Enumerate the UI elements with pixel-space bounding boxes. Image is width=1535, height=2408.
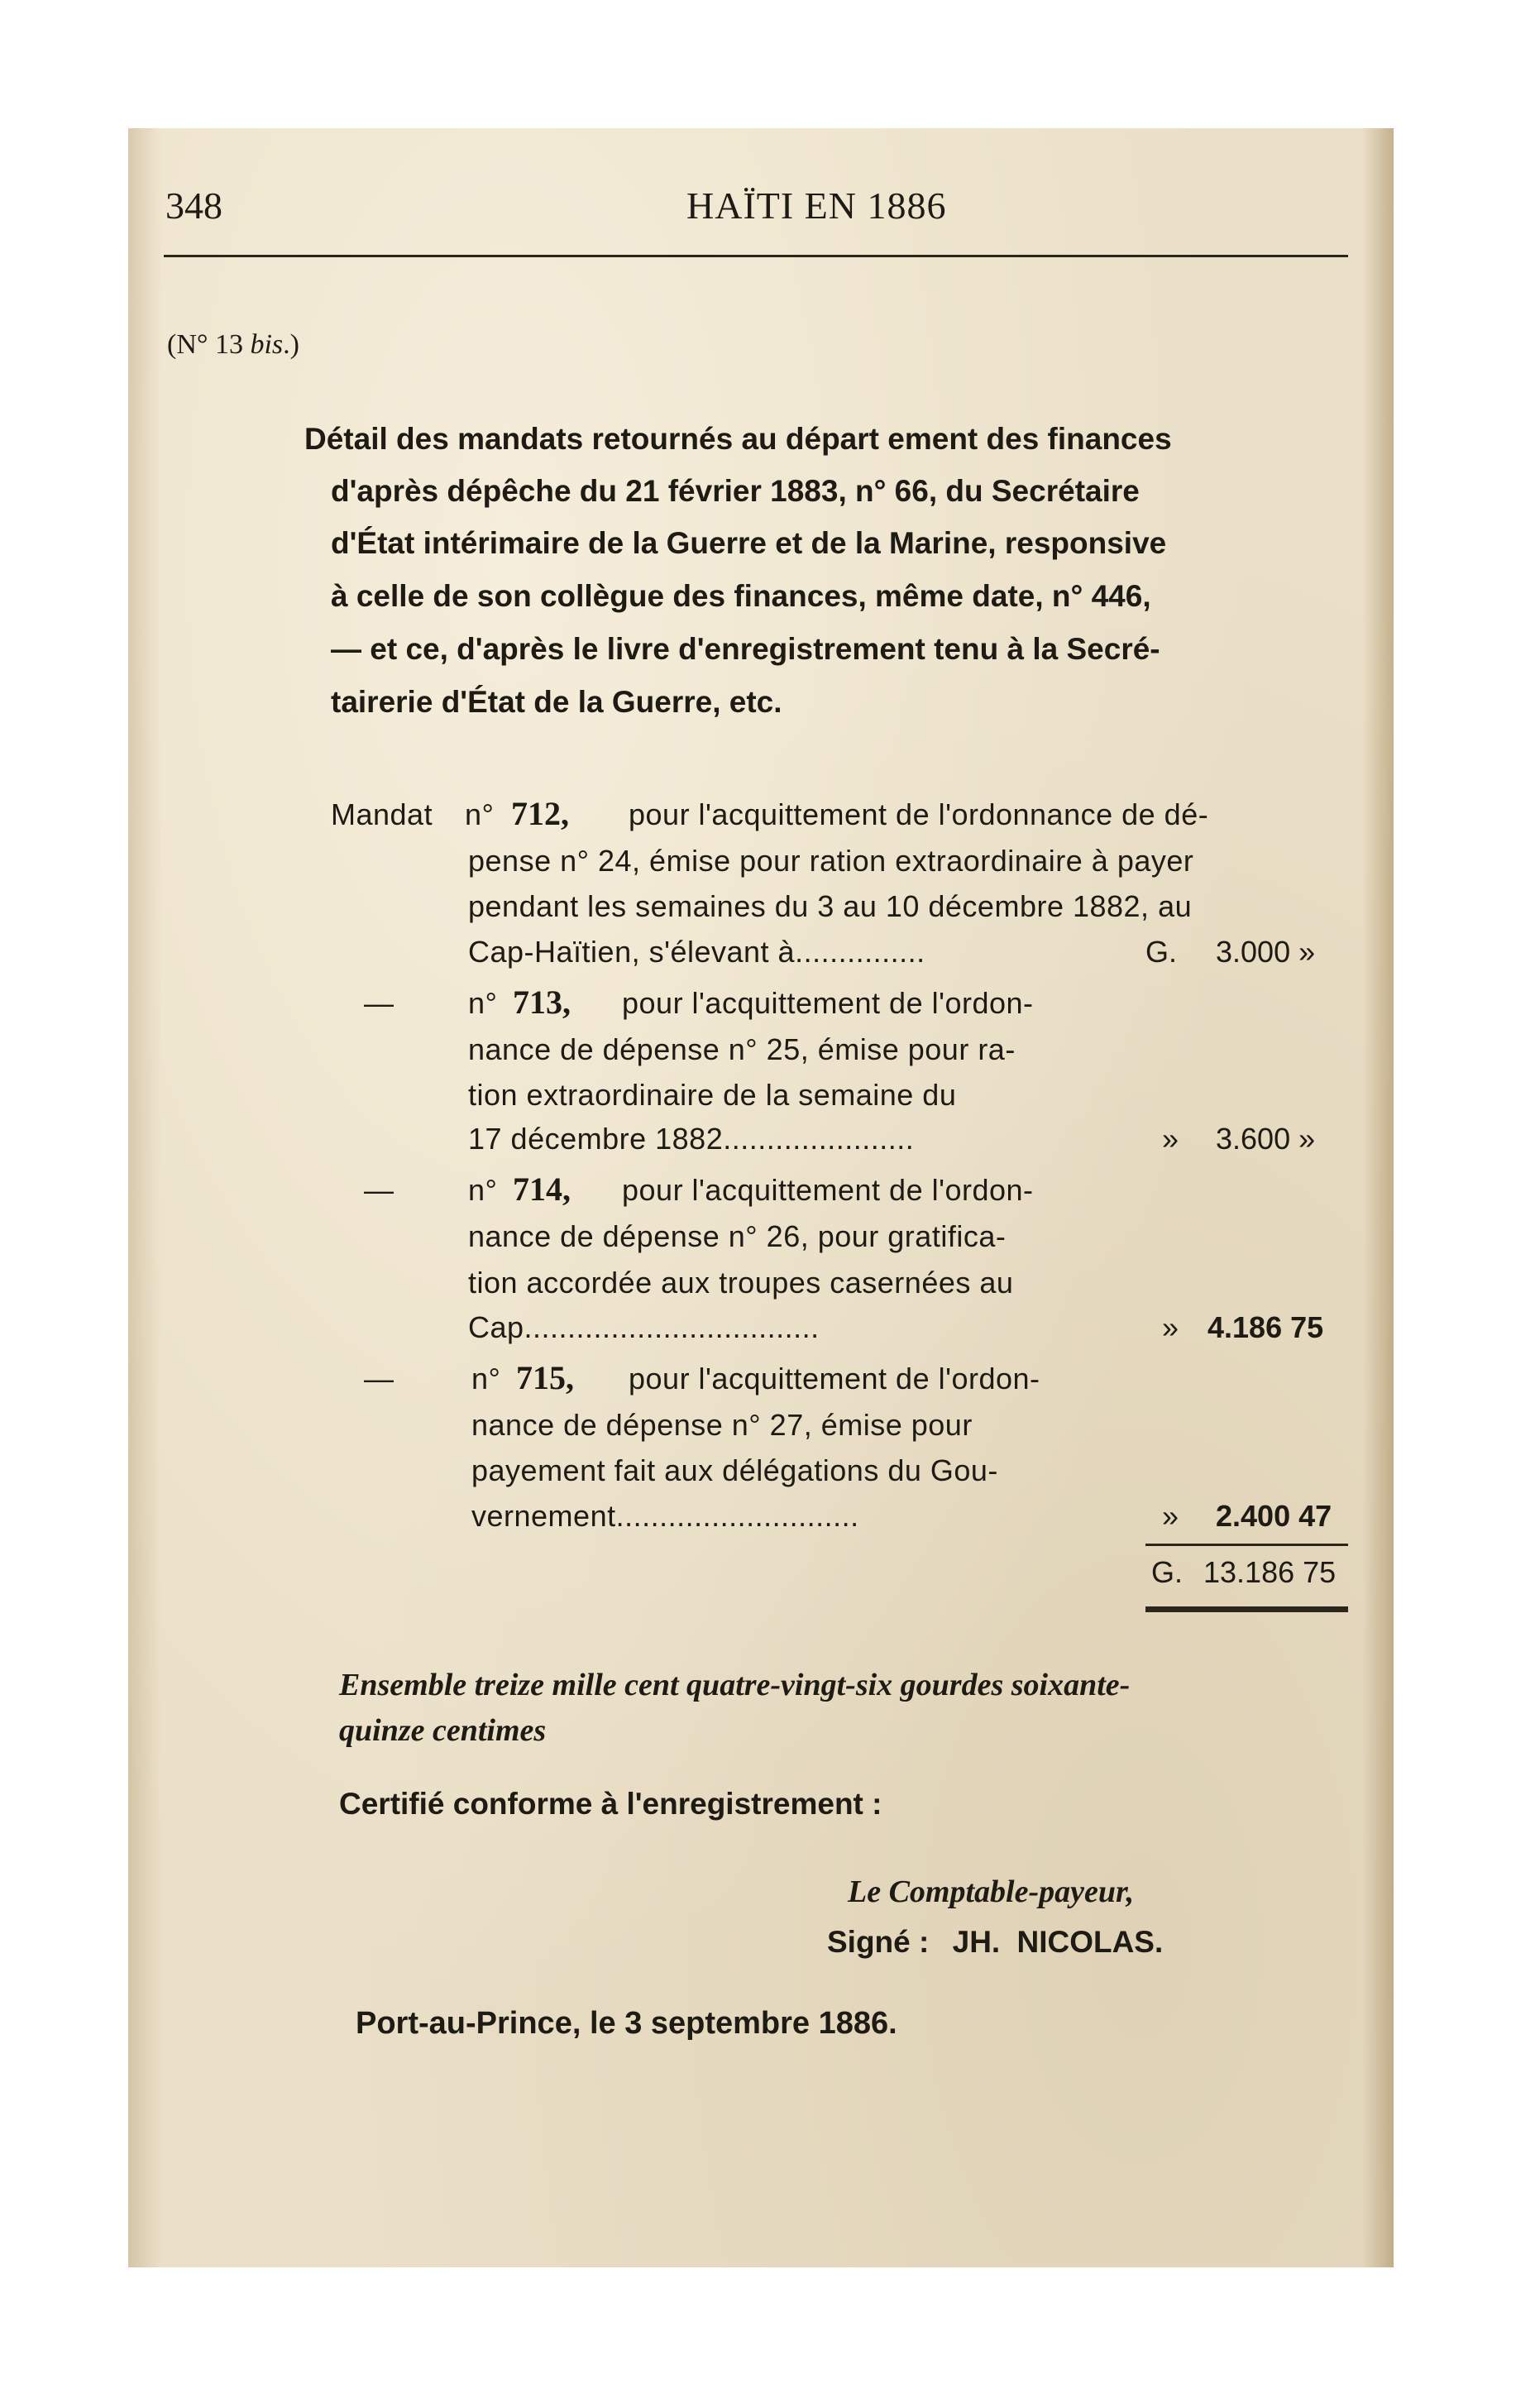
mandat-text-line: 17 décembre 1882...................... xyxy=(468,1122,915,1156)
mandat-number: 715, xyxy=(516,1359,574,1396)
mandat-number-label: n° xyxy=(465,797,495,831)
mandat-number: 714, xyxy=(513,1170,571,1208)
intro-line: d'État intérimaire de la Guerre et de la Marine, responsive xyxy=(331,526,1167,560)
mandat-text-line: tion extraordinaire de la semaine du xyxy=(468,1078,957,1112)
mandat-text-line: Cap.................................. xyxy=(468,1310,820,1344)
page-left-shade xyxy=(128,128,161,2267)
total-amount: 13.186 75 xyxy=(1203,1555,1337,1589)
mandat-text-line: pour l'acquittement de l'ordon- xyxy=(622,986,1034,1020)
mandat-text-line: pour l'acquittement de l'ordonnance de dé- xyxy=(629,797,1209,831)
mandat-text-line: pendant les semaines du 3 au 10 décembre 1882, au xyxy=(468,889,1193,923)
mandat-number: 712, xyxy=(511,795,569,832)
mandat-text-line: vernement............................ xyxy=(471,1499,859,1533)
mandat-text-line: pour l'acquittement de l'ordon- xyxy=(629,1362,1040,1395)
total-double-rule xyxy=(1145,1606,1348,1612)
total-currency: G. xyxy=(1151,1555,1184,1589)
mandat-amount: 2.400 47 xyxy=(1216,1499,1332,1533)
ensemble-line: quinze centimes xyxy=(339,1713,547,1748)
mandat-number-label: n° xyxy=(468,1173,498,1207)
certification: Certifié conforme à l'enregistrement : xyxy=(339,1787,882,1821)
signature-line xyxy=(827,1925,1163,1960)
mandat-number: 713, xyxy=(513,984,571,1021)
mandat-text-line: pense n° 24, émise pour ration extraordinaire à payer xyxy=(468,844,1194,878)
signed-prefix: Signé : xyxy=(827,1925,930,1959)
mandat-text-line: nance de dépense n° 27, émise pour xyxy=(471,1408,973,1442)
mandat-prefix: — xyxy=(364,986,394,1020)
mandat-text-line: pour l'acquittement de l'ordon- xyxy=(622,1173,1034,1207)
intro-line: — et ce, d'après le livre d'enregistrement tenu à la Secré- xyxy=(331,632,1160,666)
mandat-number-label: n° xyxy=(468,986,498,1020)
note-ref-bis: bis xyxy=(250,329,284,360)
mandat-text-line: nance de dépense n° 25, émise pour ra- xyxy=(468,1032,1016,1066)
mandat-text-line: Cap-Haïtien, s'élevant à............... xyxy=(468,935,925,969)
running-head: HAÏTI EN 1886 xyxy=(686,184,947,227)
page-number: 348 xyxy=(165,184,222,227)
intro-line: d'après dépêche du 21 février 1883, n° 66, du Secrétaire xyxy=(331,474,1140,508)
place-date: Port-au-Prince, le 3 septembre 1886. xyxy=(356,2006,897,2041)
mandat-text-line: nance de dépense n° 26, pour gratifica- xyxy=(468,1219,1007,1253)
note-ref-open: (N° 13 xyxy=(167,329,251,360)
mandat-prefix: Mandat xyxy=(331,797,433,831)
note-ref-close: .) xyxy=(283,329,299,360)
mandat-currency: » xyxy=(1162,1122,1179,1156)
signatory-name: NICOLAS. xyxy=(1016,1925,1164,1959)
intro-line: à celle de son collègue des finances, même date, n° 446, xyxy=(331,579,1151,613)
ensemble-line: Ensemble treize mille cent quatre-vingt-six gourdes soixante- xyxy=(339,1668,1131,1702)
mandat-currency: » xyxy=(1162,1310,1179,1344)
signature-title: Le Comptable-payeur, xyxy=(848,1874,1135,1909)
mandat-prefix: — xyxy=(364,1173,394,1207)
mandat-amount: 3.600 » xyxy=(1216,1122,1316,1156)
page-right-edge xyxy=(1362,128,1394,2267)
intro-line: Détail des mandats retournés au départ ement des finances xyxy=(304,422,1172,456)
mandat-amount: 3.000 » xyxy=(1216,935,1316,969)
mandat-number-label: n° xyxy=(471,1362,501,1395)
mandat-text-line: payement fait aux délégations du Gou- xyxy=(471,1453,998,1487)
signatory-initial: JH. xyxy=(952,1925,1001,1959)
mandat-currency: » xyxy=(1162,1499,1179,1533)
intro-line: tairerie d'État de la Guerre, etc. xyxy=(331,685,782,719)
total-rule xyxy=(1145,1544,1348,1546)
mandat-currency: G. xyxy=(1145,935,1178,969)
mandat-text-line: tion accordée aux troupes casernées au xyxy=(468,1266,1014,1300)
note-reference xyxy=(167,329,299,361)
mandat-prefix: — xyxy=(364,1362,394,1395)
header-rule xyxy=(164,255,1348,257)
mandat-amount: 4.186 75 xyxy=(1207,1310,1324,1344)
